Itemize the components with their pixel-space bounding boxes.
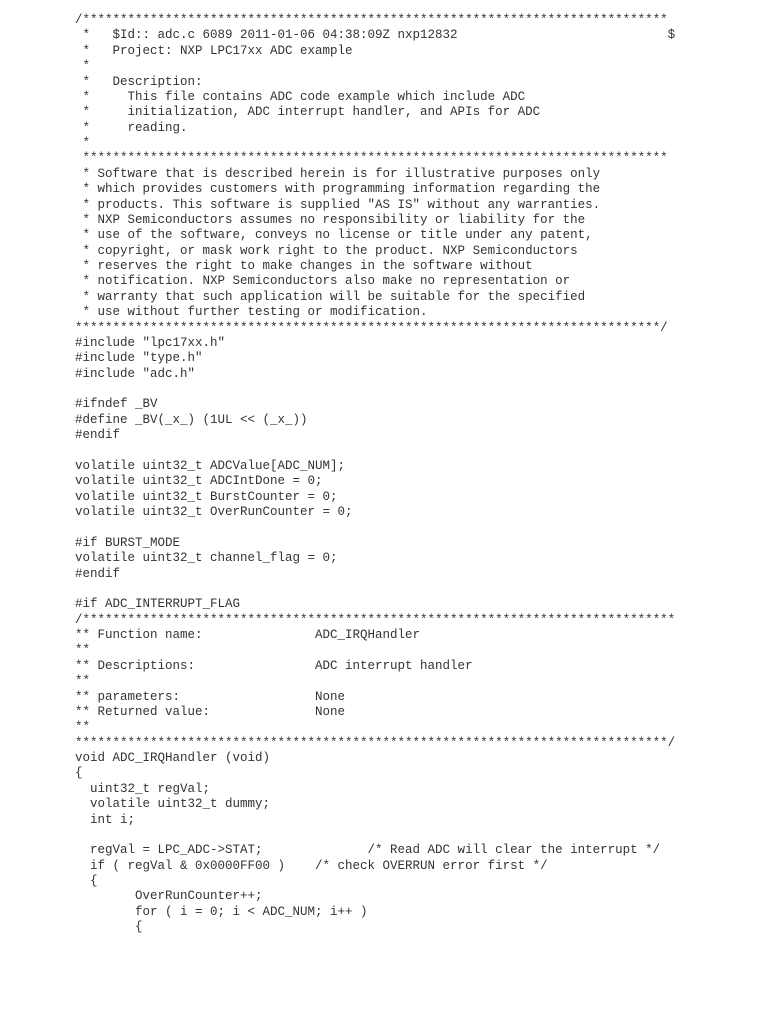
code-line: for ( i = 0; i < ADC_NUM; i++ ) [75,904,368,919]
code-line: * notification. NXP Semiconductors also make no representation or [75,274,571,289]
code-line [75,828,755,843]
code-line: * Description: [75,74,203,89]
code-line: volatile uint32_t BurstCounter = 0; [75,489,338,504]
code-line: volatile uint32_t ADCValue[ADC_NUM]; [75,458,346,473]
code-line: int i; [75,812,136,827]
code-line: volatile uint32_t ADCIntDone = 0; [75,474,323,489]
code-line: * reading. [75,120,188,135]
code-line: * Project: NXP LPC17xx ADC example [75,43,353,58]
code-line: * [75,59,91,74]
code-line [75,582,755,597]
code-line: regVal = LPC_ADC->STAT; /* Read ADC will clear the interrupt */ [75,843,661,858]
code-line: * use without further testing or modification. [75,305,428,320]
code-line: ******************************************************************************/ [75,320,668,335]
code-line: * use of the software, conveys no license or title under any patent, [75,228,593,243]
code-line: ** [75,643,91,658]
code-line: * products. This software is supplied "AS IS" without any warranties. [75,197,601,212]
code-line: #if BURST_MODE [75,535,181,550]
code-line: ** Descriptions: ADC interrupt handler [75,658,473,673]
code-line: #endif [75,428,121,443]
code-line: * copyright, or mask work right to the product. NXP Semiconductors [75,243,578,258]
code-line: { [75,874,98,888]
code-line: ** Function name: ADC_IRQHandler [75,628,421,642]
code-line: #if ADC_INTERRUPT_FLAG [75,597,241,612]
code-line: { [75,766,83,781]
code-line: * [75,136,91,150]
code-line: ****************************************************************************** [75,151,668,166]
code-line: /******************************************************************************* [75,612,676,627]
code-line: volatile uint32_t OverRunCounter = 0; [75,505,353,519]
code-line: * which provides customers with programming information regarding the [75,182,601,197]
code-line: * NXP Semiconductors assumes no responsibility or liability for the [75,212,586,227]
code-line: #include "type.h" [75,351,203,366]
code-line: * Software that is described herein is for illustrative purposes only [75,166,601,181]
code-line: volatile uint32_t dummy; [75,797,271,812]
code-line: * warranty that such application will be suitable for the specified [75,289,586,304]
code-line: *******************************************************************************/ [75,735,676,750]
code-line [75,520,755,535]
code-listing [75,13,755,936]
code-line: ** Returned value: None [75,704,346,719]
code-line: void ADC_IRQHandler (void) [75,751,271,765]
code-line: OverRunCounter++; [75,889,263,904]
code-line: ** parameters: None [75,689,346,704]
code-line: volatile uint32_t channel_flag = 0; [75,551,338,566]
code-line: #endif [75,566,121,581]
code-line: uint32_t regVal; [75,781,211,796]
code-line: /****************************************************************************** [75,13,668,27]
code-line [75,444,755,459]
code-line: if ( regVal & 0x0000FF00 ) /* check OVERRUN error first */ [75,858,548,873]
code-line: * This file contains ADC code example which include ADC [75,89,526,104]
code-line [75,382,755,397]
code-line: * initialization, ADC interrupt handler, and APIs for ADC [75,105,541,120]
code-line: * reserves the right to make changes in the software without [75,259,533,273]
code-line: #include "adc.h" [75,366,196,381]
code-line: { [75,920,143,935]
code-line: #include "lpc17xx.h" [75,335,226,350]
code-line: ** [75,720,91,735]
code-line: * $Id:: adc.c 6089 2011-01-06 04:38:09Z nxp12832 $ [75,28,676,43]
code-line: #define _BV(_x_) (1UL << (_x_)) [75,412,308,427]
code-line: #ifndef _BV [75,397,158,412]
code-line: ** [75,674,91,689]
